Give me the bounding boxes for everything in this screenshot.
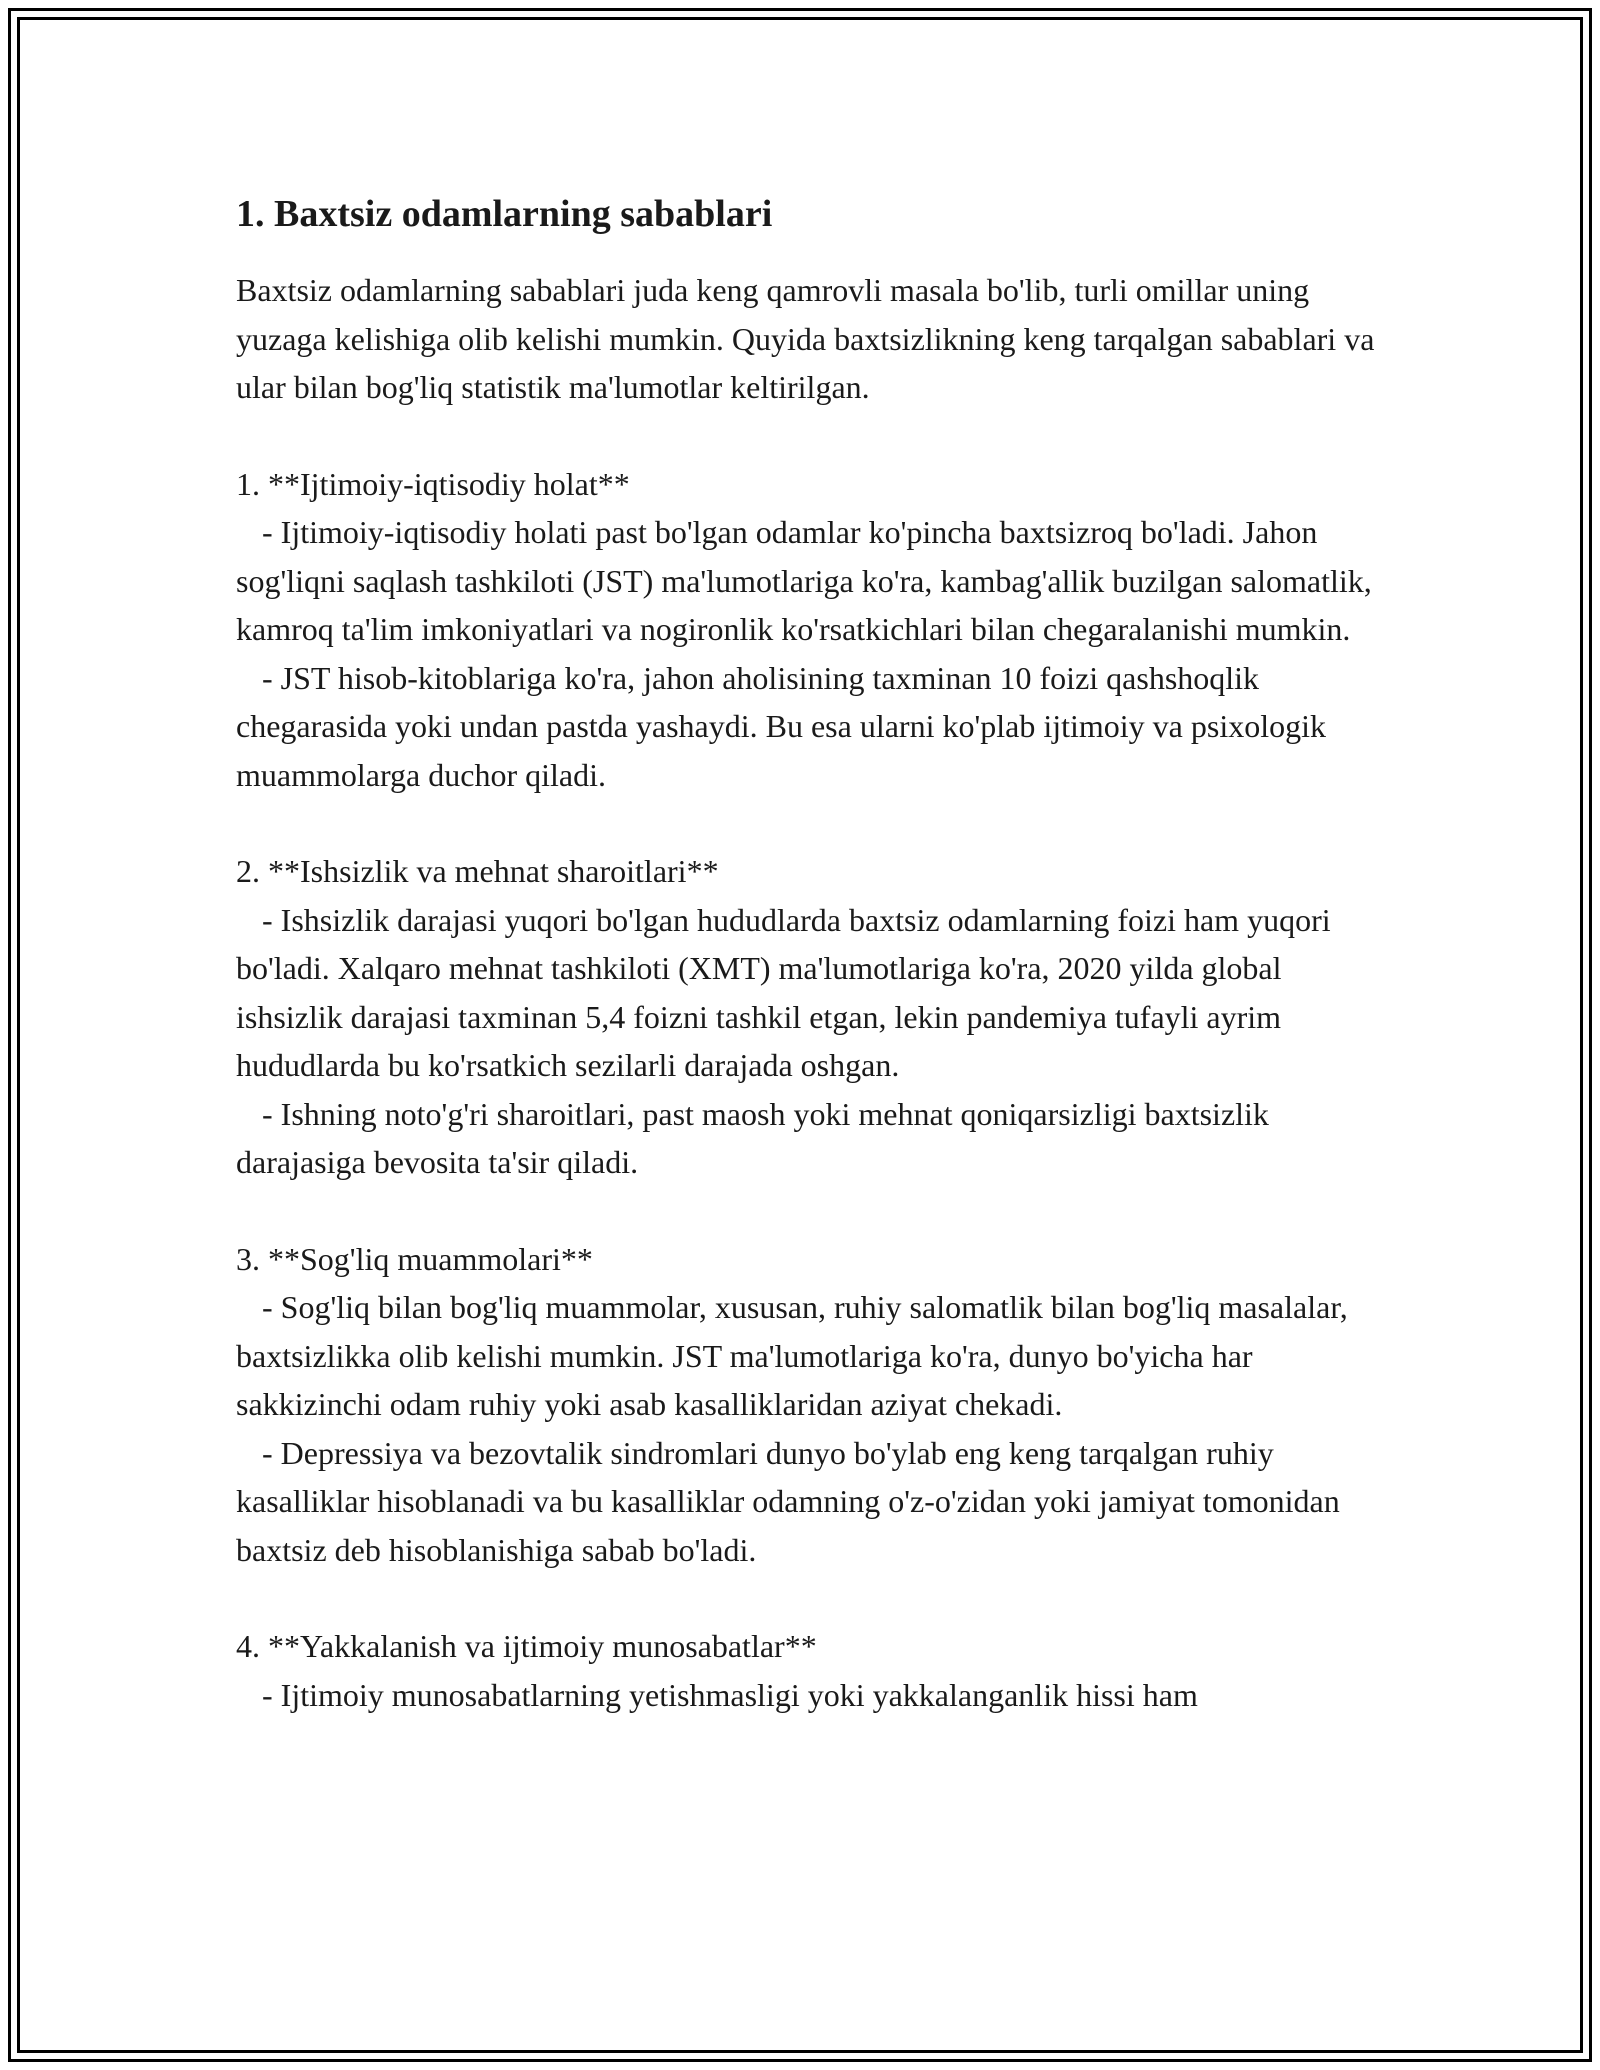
- section-title: 2. **Ishsizlik va mehnat sharoitlari**: [236, 853, 719, 889]
- document-heading: 1. Baxtsiz odamlarning sabablari: [236, 193, 773, 235]
- section-health: [236, 1235, 1386, 1575]
- section-isolation: [236, 1622, 1386, 1719]
- section-socioeconomic: [236, 460, 1386, 800]
- section-title: 4. **Yakkalanish va ijtimoiy munosabatlar**: [236, 1628, 817, 1664]
- section-bullet: - Ishning noto'g'ri sharoitlari, past maosh yoki mehnat qoniqarsizligi baxtsizlik darajasiga bevosita ta'sir qiladi.: [236, 1095, 1269, 1180]
- section-title: 3. **Sog'liq muammolari**: [236, 1240, 593, 1277]
- section-bullet: - Sog'liq bilan bog'liq muammolar, xususan, ruhiy salomatlik bilan bog'liq masalalar, baxtsizlikka olib kelishi mumkin. JST ma'lumotlariga ko'ra, dunyo bo'yicha har sakkizinchi odam ruhiy yoki asab kasalliklaridan aziyat chekadi.: [236, 1289, 1348, 1422]
- section-bullet: - Ishsizlik darajasi yuqori bo'lgan hududlarda baxtsiz odamlarning foizi ham yuqori bo'ladi. Xalqaro mehnat tashkiloti (XMT) ma'lumotlariga ko'ra, 2020 yilda global ishsizlik darajasi taxminan 5,4 foizni tashkil etgan, lekin pandemiya tufayli ayrim hududlarda bu ko'rsatkich sezilarli darajada oshgan.: [236, 901, 1331, 1083]
- section-bullet: - Depressiya va bezovtalik sindromlari dunyo bo'ylab eng keng tarqalgan ruhiy kasalliklar hisoblanadi va bu kasalliklar odamning o'z-o'zidan yoki jamiyat tomonidan baxtsiz deb hisoblanishiga sabab bo'ladi.: [236, 1434, 1340, 1568]
- section-title: 1. **Ijtimoiy-iqtisodiy holat**: [236, 465, 630, 502]
- section-bullet: - JST hisob-kitoblariga ko'ra, jahon aholisining taxminan 10 foizi qashshoqlik chegarasida yoki undan pastda yashaydi. Bu esa ularni ko'plab ijtimoiy va psixologik muammolarga duchor qiladi.: [236, 659, 1326, 793]
- document-body: [236, 190, 1386, 1719]
- section-bullet: - Ijtimoiy-iqtisodiy holati past bo'lgan odamlar ko'pincha baxtsizroq bo'ladi. Jahon sog'liqni saqlash tashkiloti (JST) ma'lumotlariga ko'ra, kambag'allik buzilgan salomatlik, kamroq ta'lim imkoniyatlari va nogironlik ko'rsatkichlari bilan chegaralanishi mumkin.: [236, 514, 1372, 647]
- intro-paragraph: Baxtsiz odamlarning sabablari juda keng qamrovli masala bo'lib, turli omillar uning yuzaga kelishiga olib kelishi mumkin. Quyida baxtsizlikning keng tarqalgan sabablari va ular bilan bog'liq statistik ma'lumotlar keltirilgan.: [236, 272, 1375, 405]
- section-bullet: - Ijtimoiy munosabatlarning yetishmasligi yoki yakkalanganlik hissi ham: [262, 1676, 1198, 1713]
- section-unemployment: [236, 847, 1386, 1187]
